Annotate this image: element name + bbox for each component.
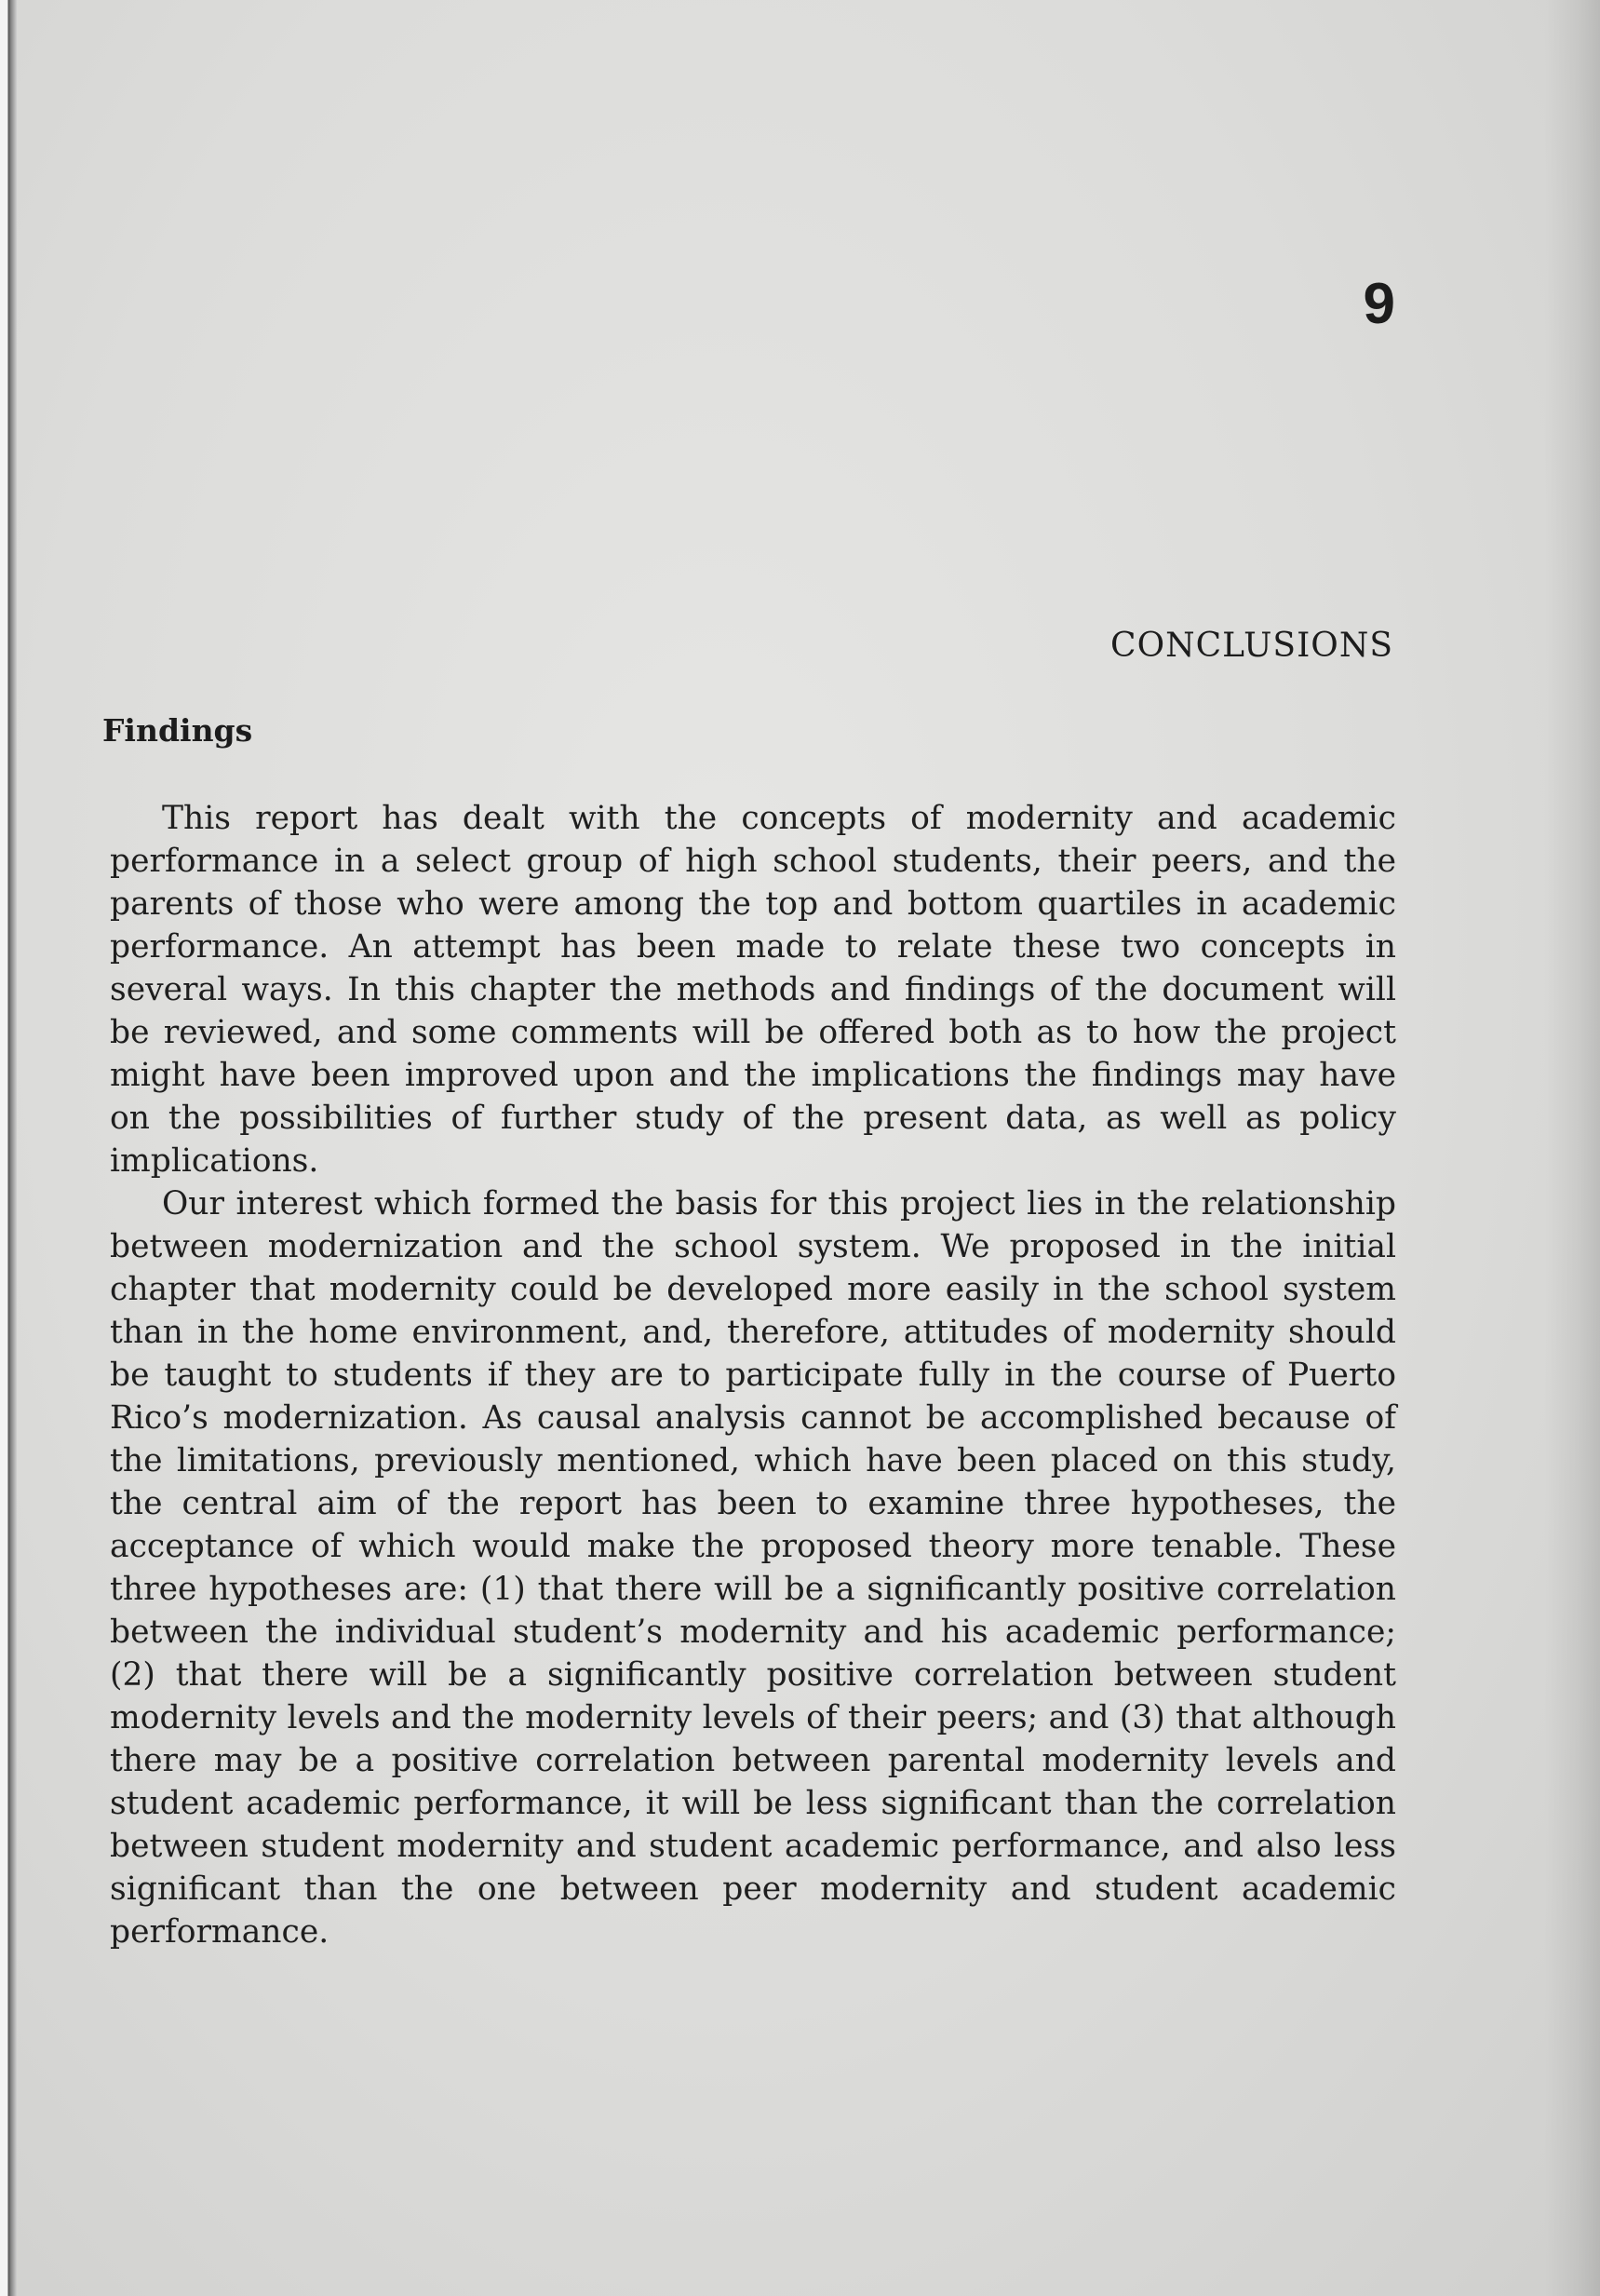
page-binding-edge	[0, 0, 17, 2296]
paragraph-2: Our interest which formed the basis for this project lies in the relationship between modernization and the school system. We proposed in the initial chapter that modernity could be developed more easily in the school system than in the home environment, and, therefore, attitudes of modernity should be taught to students if they are to participate fully in the course of Puerto Rico’s modernization. As causal analysis cannot be accomplished because of the limitations, previously mentioned, which have been placed on this study, the central aim of the report has been to examine three hypotheses, the acceptance of which would make the proposed theory more tenable. These three hypotheses are: (1) that there will be a significantly positive correlation between the individual student’s modernity and his academic performance; (2) that there will be a significantly positive correlation between student modernity levels and the modernity levels of their peers; and (3) that although there may be a positive correlation between parental modernity levels and student academic performance, it will be less significant than the correlation between student modernity and student academic performance, and also less significant than the one between peer modernity and student academic performance.	[110, 1185, 1396, 1951]
body-text	[110, 797, 1396, 1953]
page-shadow-edge	[1544, 0, 1600, 2296]
section-heading: Findings	[102, 712, 253, 749]
paragraph-1: This report has dealt with the concepts of modernity and academic performance in a select group of high school students, their peers, and the parents of those who were among the top and bottom quartiles in academic performance. An attempt has been made to relate these two concepts in several ways. In this chapter the methods and findings of the document will be reviewed, and some comments will be offered both as to how the project might have been improved upon and the implications the findings may have on the possibilities of further study of the present data, as well as policy implications.	[110, 800, 1396, 1180]
chapter-title: CONCLUSIONS	[1110, 627, 1393, 665]
chapter-number: 9	[1363, 272, 1395, 336]
